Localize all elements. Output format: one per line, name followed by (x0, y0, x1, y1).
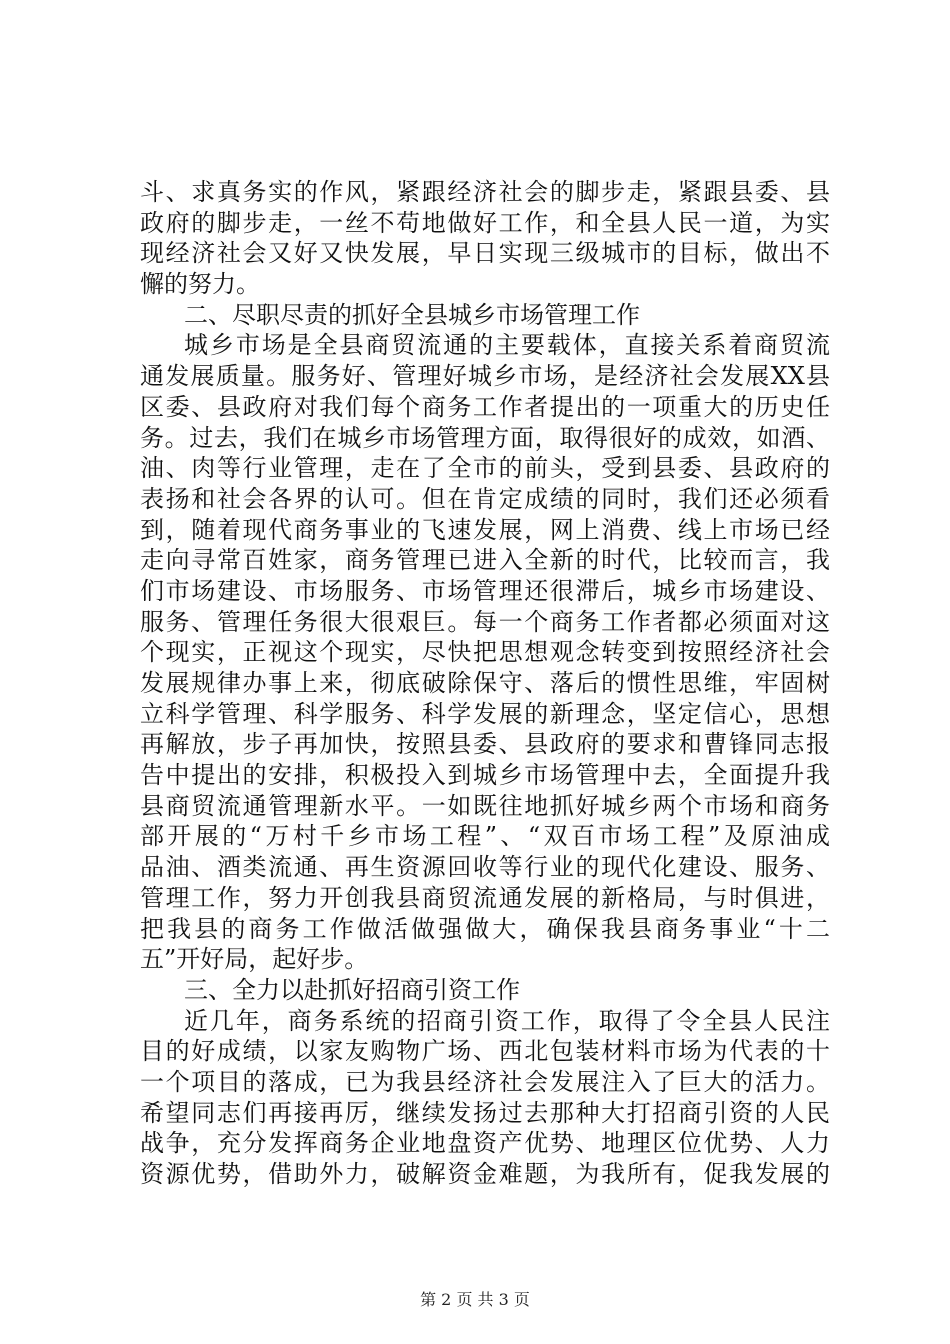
text-line: 城乡市场是全县商贸流通的主要载体，直接关系着商贸流 (184, 331, 830, 360)
text-line: 们市场建设、市场服务、市场管理还很滞后，城乡市场建设、 (140, 576, 830, 605)
text-line: 油、肉等行业管理，走在了全市的前头，受到县委、县政府的 (140, 454, 830, 483)
text-line: 部开展的“万村千乡市场工程”、“双百市场工程”及原油成 (140, 822, 830, 851)
page-footer: 第 2 页 共 3 页 (420, 1290, 530, 1309)
text-line: 走向寻常百姓家，商务管理已进入全新的时代，比较而言，我 (140, 546, 830, 575)
text-line: 把我县的商务工作做活做强做大，确保我县商务事业“十二 (140, 914, 830, 943)
text-line: 务。过去，我们在城乡市场管理方面，取得很好的成效，如酒、 (140, 423, 830, 452)
text-line: 到，随着现代商务事业的飞速发展，网上消费、线上市场已经 (140, 515, 830, 544)
text-line: 希望同志们再接再厉，继续发扬过去那种大打招商引资的人民 (140, 1098, 830, 1127)
text-line: 发展规律办事上来，彻底破除保守、落后的惯性思维，牢固树 (140, 669, 830, 697)
section-heading: 二、尽职尽责的抓好全县城乡市场管理工作 (184, 300, 640, 329)
text-line: 品油、酒类流通、再生资源回收等行业的现代化建设、服务、 (140, 853, 830, 882)
text-line: 目的好成绩，以家友购物广场、西北包装材料市场为代表的十 (140, 1037, 830, 1066)
text-line: 表扬和社会各界的认可。但在肯定成绩的同时，我们还必须看 (140, 484, 830, 513)
section-heading: 三、全力以赴抓好招商引资工作 (184, 975, 520, 1004)
text-line: 五”开好局，起好步。 (140, 945, 369, 974)
text-line: 告中提出的安排，积极投入到城乡市场管理中去，全面提升我 (140, 761, 830, 790)
text-line: 近几年，商务系统的招商引资工作，取得了令全县人民注 (184, 1006, 830, 1035)
text-line: 懈的努力。 (140, 270, 260, 299)
text-line: 资源优势，借助外力，破解资金难题，为我所有，促我发展的 (140, 1160, 830, 1188)
body-text (140, 177, 830, 1190)
text-line: 斗、求真务实的作风，紧跟经济社会的脚步走，紧跟县委、县 (140, 178, 830, 206)
text-line: 个现实，正视这个现实，尽快把思想观念转变到按照经济社会 (140, 638, 830, 667)
text-line: 政府的脚步走，一丝不苟地做好工作，和全县人民一道，为实 (140, 208, 830, 237)
text-line: 通发展质量。服务好、管理好城乡市场，是经济社会发展XX县 (140, 362, 830, 391)
text-line: 县商贸流通管理新水平。一如既往地抓好城乡两个市场和商务 (140, 791, 830, 820)
text-line: 一个项目的落成，已为我县经济社会发展注入了巨大的活力。 (140, 1067, 830, 1096)
text-line: 立科学管理、科学服务、科学发展的新理念，坚定信心，思想 (140, 699, 830, 728)
text-line: 服务、管理任务很大很艰巨。每一个商务工作者都必须面对这 (140, 607, 830, 636)
text-line: 管理工作，努力开创我县商贸流通发展的新格局，与时俱进， (140, 883, 830, 912)
text-line: 再解放，步子再加快，按照县委、县政府的要求和曹锋同志报 (140, 730, 830, 759)
text-line: 区委、县政府对我们每个商务工作者提出的一项重大的历史任 (140, 392, 830, 421)
text-line: 现经济社会又好又快发展，早日实现三级城市的目标，做出不 (140, 239, 830, 268)
text-line: 战争，充分发挥商务企业地盘资产优势、地理区位优势、人力 (140, 1129, 830, 1158)
